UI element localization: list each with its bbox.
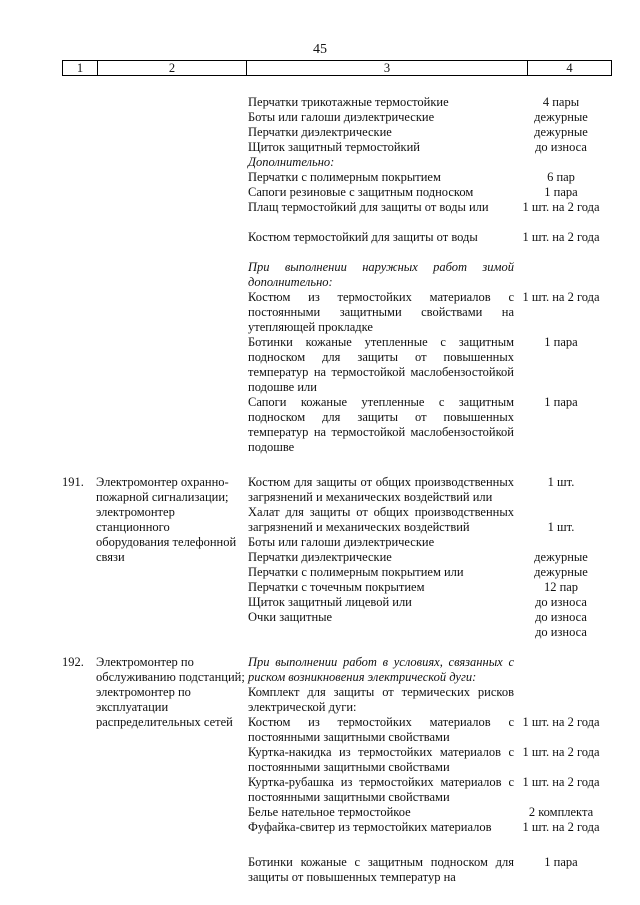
quantity: 6 пар (547, 170, 575, 184)
list-item: Боты или галоши диэлектрические (248, 110, 435, 124)
subheading: При выполнении работ в условиях, связанных с риском возникновения электрической дуги: (248, 655, 514, 684)
quantity: до износа (535, 595, 587, 609)
quantity: 1 пара (544, 395, 578, 409)
quantity: 1 шт. на 2 года (522, 715, 600, 729)
quantity (516, 655, 606, 685)
list-item: Боты или галоши диэлектрические (248, 535, 435, 549)
item-list (248, 95, 514, 455)
list-item: Щиток защитный лицевой или (248, 595, 412, 609)
column-header-1: 1 (63, 61, 98, 76)
quantity: 1 шт. (547, 475, 575, 489)
list-item: Сапоги резиновые с защитным подноском (248, 185, 474, 199)
list-item: Костюм для защиты от общих производственных загрязнений и механических воздействий или (248, 475, 514, 504)
column-header-3: 3 (247, 61, 528, 76)
quantity: 1 пара (544, 335, 578, 349)
list-item: Костюм из термостойких материалов с постоянными защитными свойствами (248, 715, 514, 744)
quantity: 1 шт. на 2 года (522, 775, 600, 789)
list-item: Фуфайка-свитер из термостойких материалов (248, 820, 492, 834)
list-item: Перчатки диэлектрические (248, 550, 392, 564)
quantity: 1 шт. на 2 года (522, 820, 600, 834)
quantity: 4 пары (542, 95, 580, 109)
list-item: Плащ термостойкий для защиты от воды или (248, 200, 489, 214)
quantity: 1 шт. на 2 года (522, 745, 600, 759)
list-item: Куртка-накидка из термостойких материалов с постоянными защитными свойствами (248, 745, 514, 774)
list-item: Перчатки с полимерным покрытием (248, 170, 441, 184)
quantity: 1 шт. на 2 года (522, 290, 600, 304)
quantity: 1 пара (544, 855, 578, 869)
list-item: Перчатки трикотажные термостойкие (248, 95, 449, 109)
list-item: Костюм термостойкий для защиты от воды (248, 230, 478, 244)
quantity (516, 260, 606, 290)
quantity-list (516, 475, 606, 640)
quantity: 2 комплекта (528, 805, 594, 819)
list-item: Ботинки кожаные утепленные с защитным подноском для защиты от повышенных температур на термостойкой маслобензостойкой подошве или (248, 335, 514, 394)
column-header-2: 2 (98, 61, 247, 76)
quantity: до износа (535, 625, 587, 639)
quantity: 1 шт. на 2 года (522, 200, 600, 214)
list-item: Перчатки с полимерным покрытием или (248, 565, 464, 579)
subheading: При выполнении наружных работ зимой дополнительно: (248, 260, 514, 289)
quantity: 1 шт. на 2 года (522, 230, 600, 244)
column-header-row (62, 60, 612, 76)
entry-number: 191. (62, 475, 84, 489)
item-list (248, 655, 514, 885)
list-item: Куртка-рубашка из термостойких материалов с постоянными защитными свойствами (248, 775, 514, 804)
quantity: 12 пар (543, 580, 579, 594)
quantity: до износа (535, 140, 587, 154)
subheading: Дополнительно: (248, 155, 335, 169)
quantity-list (516, 95, 606, 410)
profession-name: Электромонтер по обслуживанию подстанций; электромонтер по эксплуатации распределительных сетей (96, 655, 245, 729)
quantity: дежурные (534, 110, 588, 124)
quantity (516, 685, 606, 715)
list-item: Перчатки диэлектрические (248, 125, 392, 139)
list-item: Халат для защиты от общих производственных загрязнений и механических воздействий (248, 505, 514, 534)
profession-name: Электромонтер охранно-пожарной сигнализации; электромонтер станционного оборудования телефонной связи (96, 475, 237, 564)
list-item: Щиток защитный термостойкий (248, 140, 420, 154)
quantity: до износа (535, 610, 587, 624)
list-item: Ботинки кожаные с защитным подноском для защиты от повышенных температур на (248, 855, 514, 884)
list-item: Сапоги кожаные утепленные с защитным подноском для защиты от повышенных температур на термостойкой маслобензостойкой подошве (248, 395, 514, 454)
entry-number: 192. (62, 655, 84, 669)
list-item: Комплект для защиты от термических рисков электрической дуги: (248, 685, 514, 714)
list-item: Очки защитные (248, 610, 333, 624)
quantity: дежурные (534, 565, 588, 579)
quantity: 1 пара (544, 185, 578, 199)
list-item: Перчатки с точечным покрытием (248, 580, 425, 594)
quantity: дежурные (534, 125, 588, 139)
list-item: Костюм из термостойких материалов с постоянными защитными свойствами на утепляющей прокладке (248, 290, 514, 334)
quantity-list (516, 655, 606, 870)
quantity: 1 шт. (547, 520, 575, 534)
quantity (516, 155, 606, 170)
list-item: Белье нательное термостойкое (248, 805, 411, 819)
quantity: дежурные (534, 550, 588, 564)
item-list (248, 475, 514, 625)
page-number: 45 (313, 42, 327, 57)
column-header-4: 4 (528, 61, 612, 76)
